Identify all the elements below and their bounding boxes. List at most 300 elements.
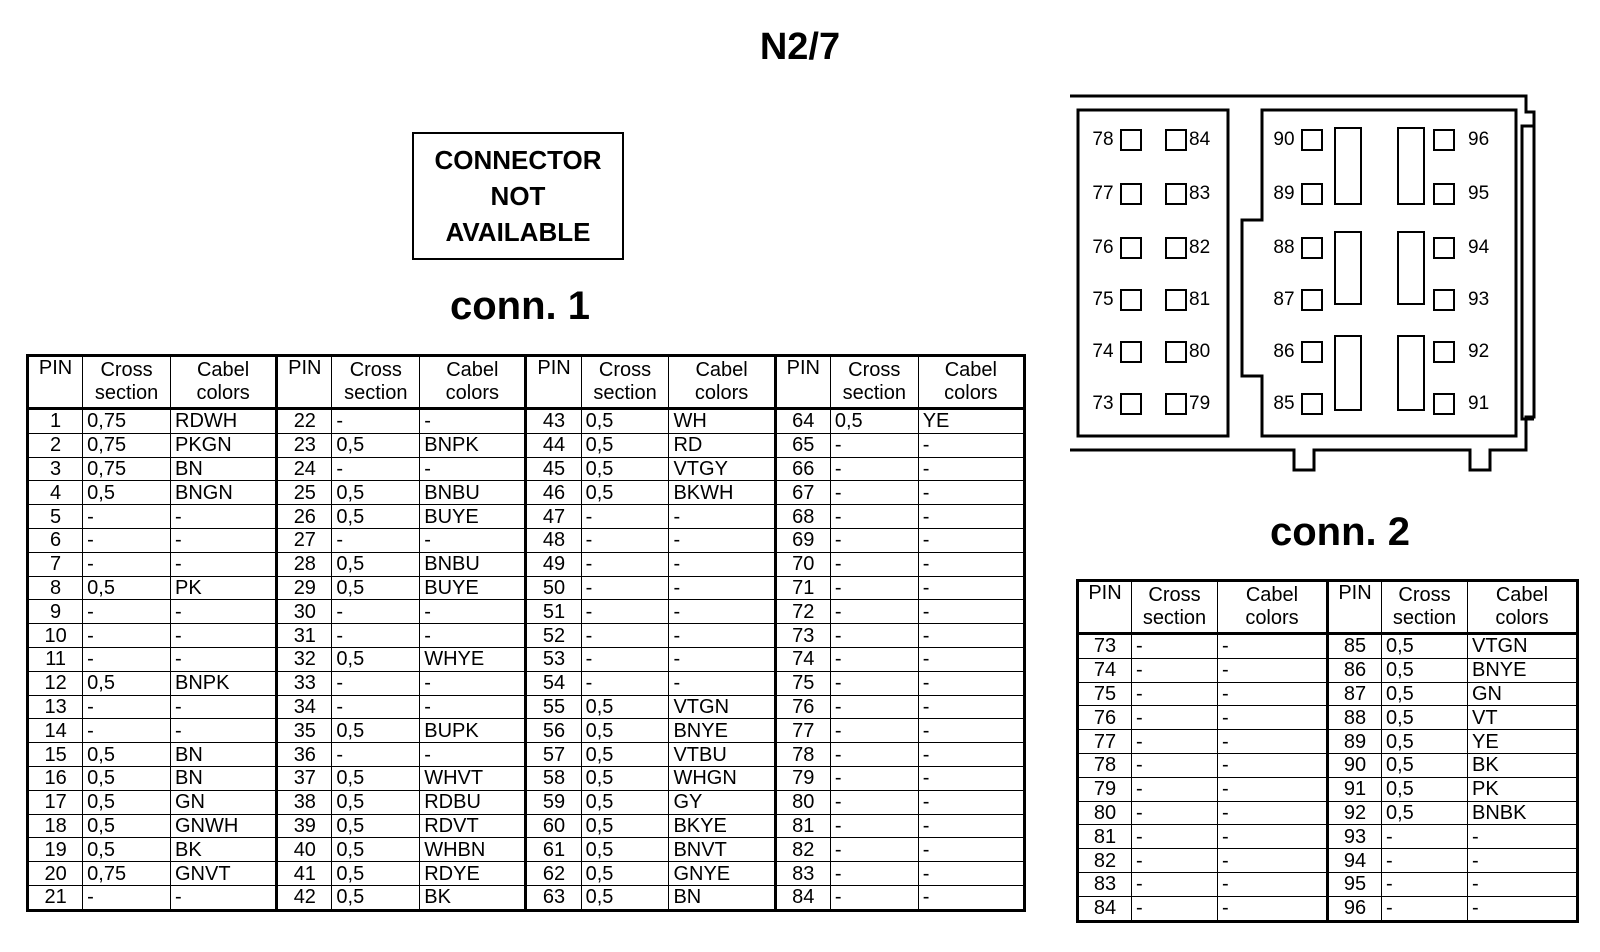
- pin-number: 95: [1328, 872, 1382, 896]
- pin-number: 86: [1328, 658, 1382, 682]
- pin-number: 94: [1328, 849, 1382, 873]
- cross-section-value: 0,5: [581, 719, 669, 743]
- header-cross-section: Cross section: [581, 356, 669, 409]
- pin-number: 10: [28, 624, 83, 648]
- connector-pin-label: 89: [1273, 183, 1295, 205]
- table-row: [28, 433, 1025, 457]
- header-pin: PIN: [1328, 581, 1382, 634]
- pin-number: 13: [28, 695, 83, 719]
- connector-pin-cell: [1302, 130, 1322, 150]
- pin-number: 14: [28, 719, 83, 743]
- pin-number: 83: [775, 862, 830, 886]
- cable-color-value: RDVT: [420, 814, 526, 838]
- pin-number: 24: [277, 457, 332, 481]
- pin-number: 16: [28, 766, 83, 790]
- connector-pin-cell: [1121, 342, 1141, 362]
- cable-color-value: BNGN: [171, 481, 277, 505]
- cross-section-value: 0,75: [83, 433, 171, 457]
- cable-color-value: PK: [1468, 777, 1578, 801]
- pin-number: 55: [526, 695, 581, 719]
- cross-section-value: 0,5: [332, 505, 420, 529]
- cross-section-value: 0,5: [83, 481, 171, 505]
- connector-pin-label: 91: [1468, 393, 1490, 415]
- cross-section-value: -: [332, 600, 420, 624]
- cross-section-value: -: [1382, 849, 1468, 873]
- cross-section-value: -: [830, 600, 918, 624]
- cross-section-value: 0,5: [581, 885, 669, 910]
- pin-number: 6: [28, 528, 83, 552]
- cable-color-value: BKWH: [669, 481, 775, 505]
- pin-number: 72: [775, 600, 830, 624]
- pin-number: 57: [526, 743, 581, 767]
- pin-number: 49: [526, 552, 581, 576]
- connector-pin-cell: [1302, 394, 1322, 414]
- cross-section-value: -: [332, 528, 420, 552]
- cross-section-value: 0,5: [83, 790, 171, 814]
- cable-color-value: -: [1218, 682, 1328, 706]
- cable-color-value: -: [918, 481, 1024, 505]
- cross-section-value: 0,5: [581, 862, 669, 886]
- pin-number: 67: [775, 481, 830, 505]
- connector-pin-label: 94: [1468, 237, 1490, 259]
- cross-section-value: -: [830, 552, 918, 576]
- cable-color-value: -: [669, 552, 775, 576]
- cable-color-value: -: [918, 814, 1024, 838]
- connector-pin-label: 73: [1092, 393, 1114, 415]
- connector-pin-label: 77: [1092, 183, 1114, 205]
- connector-pin-label: 92: [1468, 341, 1490, 363]
- cable-color-value: -: [420, 528, 526, 552]
- connector-pin-cell: [1166, 238, 1186, 258]
- conn1-label: conn. 1: [449, 284, 591, 328]
- cable-color-value: -: [171, 885, 277, 910]
- pin-number: 84: [775, 885, 830, 910]
- connector-pin-cell: [1166, 290, 1186, 310]
- cross-section-value: 0,5: [581, 814, 669, 838]
- connector-pin-label: 78: [1092, 129, 1114, 151]
- connector-pin-cell: [1166, 184, 1186, 204]
- header-cabel-colors: Cabel colors: [1218, 581, 1328, 634]
- cable-color-value: -: [669, 647, 775, 671]
- pin-number: 27: [277, 528, 332, 552]
- pin-number: 41: [277, 862, 332, 886]
- pin-number: 11: [28, 647, 83, 671]
- cross-section-value: -: [581, 552, 669, 576]
- cable-color-value: -: [1218, 801, 1328, 825]
- pin-number: 96: [1328, 896, 1382, 921]
- cross-section-value: 0,5: [581, 790, 669, 814]
- cable-color-value: -: [669, 576, 775, 600]
- cable-color-value: BNBU: [420, 552, 526, 576]
- cross-section-value: 0,5: [332, 862, 420, 886]
- pin-number: 63: [526, 885, 581, 910]
- cross-section-value: -: [830, 505, 918, 529]
- cross-section-value: -: [830, 885, 918, 910]
- cross-section-value: 0,5: [581, 433, 669, 457]
- cross-section-value: -: [830, 671, 918, 695]
- pin-number: 31: [277, 624, 332, 648]
- connector-pin-label: 76: [1092, 237, 1114, 259]
- pin-number: 35: [277, 719, 332, 743]
- connector-key-slot: [1398, 232, 1424, 304]
- table-row: [28, 838, 1025, 862]
- connector-key-slot: [1335, 336, 1361, 410]
- cable-color-value: GNWH: [171, 814, 277, 838]
- pin-number: 59: [526, 790, 581, 814]
- connector-pin-label: 90: [1273, 129, 1295, 151]
- connector-pin-cell: [1434, 238, 1454, 258]
- header-pin: PIN: [526, 356, 581, 409]
- cable-color-value: BN: [171, 766, 277, 790]
- not-available-line-3: AVAILABLE: [445, 217, 591, 247]
- cross-section-value: -: [1382, 872, 1468, 896]
- cross-section-value: -: [830, 790, 918, 814]
- cable-color-value: -: [1218, 730, 1328, 754]
- connector-left-block: [1078, 110, 1228, 436]
- cross-section-value: 0,75: [83, 457, 171, 481]
- cross-section-value: -: [332, 409, 420, 434]
- cable-color-value: -: [918, 552, 1024, 576]
- cable-color-value: -: [918, 766, 1024, 790]
- header-cabel-colors: Cabel colors: [669, 356, 775, 409]
- cross-section-value: -: [332, 695, 420, 719]
- pin-number: 65: [775, 433, 830, 457]
- cross-section-value: 0,5: [1382, 753, 1468, 777]
- cable-color-value: BN: [171, 457, 277, 481]
- connector-pin-label: 86: [1273, 341, 1295, 363]
- cable-color-value: -: [1468, 825, 1578, 849]
- cross-section-value: -: [581, 528, 669, 552]
- cable-color-value: VTBU: [669, 743, 775, 767]
- pin-number: 69: [775, 528, 830, 552]
- pin-number: 83: [1078, 872, 1132, 896]
- cross-section-value: 0,5: [332, 552, 420, 576]
- pin-number: 36: [277, 743, 332, 767]
- cross-section-value: 0,75: [83, 862, 171, 886]
- cable-color-value: WHGN: [669, 766, 775, 790]
- table-row: [28, 743, 1025, 767]
- cross-section-value: 0,5: [1382, 730, 1468, 754]
- pin-number: 23: [277, 433, 332, 457]
- cable-color-value: -: [420, 695, 526, 719]
- pin-number: 70: [775, 552, 830, 576]
- cross-section-value: 0,5: [581, 481, 669, 505]
- pin-number: 3: [28, 457, 83, 481]
- table-row: [1078, 753, 1578, 777]
- conn2-pin-table: [1076, 579, 1579, 923]
- table-row: [1078, 682, 1578, 706]
- pin-number: 71: [775, 576, 830, 600]
- header-cabel-colors: Cabel colors: [171, 356, 277, 409]
- pin-number: 43: [526, 409, 581, 434]
- pin-number: 92: [1328, 801, 1382, 825]
- pin-number: 22: [277, 409, 332, 434]
- connector-pin-label: 85: [1273, 393, 1295, 415]
- cable-color-value: -: [918, 862, 1024, 886]
- table-row: [28, 766, 1025, 790]
- cable-color-value: BN: [171, 743, 277, 767]
- cross-section-value: -: [83, 885, 171, 910]
- cross-section-value: -: [830, 719, 918, 743]
- cross-section-value: 0,5: [332, 481, 420, 505]
- cross-section-value: -: [1132, 658, 1218, 682]
- conn1-pin-table: [26, 354, 1026, 912]
- cross-section-value: -: [830, 528, 918, 552]
- pin-number: 2: [28, 433, 83, 457]
- connector-pinout-drawing: [1070, 92, 1570, 482]
- pin-number: 9: [28, 600, 83, 624]
- cable-color-value: BNPK: [171, 671, 277, 695]
- pin-number: 82: [1078, 849, 1132, 873]
- pin-number: 76: [1078, 706, 1132, 730]
- connector-pin-cell: [1121, 238, 1141, 258]
- connector-pin-cell: [1302, 290, 1322, 310]
- cable-color-value: -: [918, 885, 1024, 910]
- cable-color-value: BNYE: [669, 719, 775, 743]
- pin-number: 74: [775, 647, 830, 671]
- cross-section-value: 0,5: [332, 647, 420, 671]
- connector-pin-cell: [1166, 130, 1186, 150]
- cable-color-value: -: [1468, 849, 1578, 873]
- pin-number: 56: [526, 719, 581, 743]
- cross-section-value: -: [332, 624, 420, 648]
- cable-color-value: -: [918, 528, 1024, 552]
- cable-color-value: -: [669, 528, 775, 552]
- pin-number: 73: [775, 624, 830, 648]
- pin-number: 79: [775, 766, 830, 790]
- table-row: [28, 552, 1025, 576]
- table-row: [28, 481, 1025, 505]
- connector-pin-label: 82: [1189, 237, 1211, 259]
- cross-section-value: 0,5: [581, 838, 669, 862]
- pin-number: 66: [775, 457, 830, 481]
- cable-color-value: -: [171, 528, 277, 552]
- connector-key-slot: [1398, 128, 1424, 204]
- cable-color-value: BNBK: [1468, 801, 1578, 825]
- connector-pin-cell: [1166, 342, 1186, 362]
- cable-color-value: VTGN: [669, 695, 775, 719]
- pin-number: 4: [28, 481, 83, 505]
- header-cabel-colors: Cabel colors: [918, 356, 1024, 409]
- pin-number: 79: [1078, 777, 1132, 801]
- pin-number: 80: [1078, 801, 1132, 825]
- cross-section-value: 0,5: [83, 671, 171, 695]
- cross-section-value: -: [1132, 682, 1218, 706]
- cross-section-value: -: [1382, 896, 1468, 921]
- pin-number: 8: [28, 576, 83, 600]
- header-cabel-colors: Cabel colors: [1468, 581, 1578, 634]
- pin-number: 42: [277, 885, 332, 910]
- pin-number: 76: [775, 695, 830, 719]
- cable-color-value: -: [669, 624, 775, 648]
- connector-pin-label: 80: [1189, 341, 1211, 363]
- pin-number: 50: [526, 576, 581, 600]
- cable-color-value: VTGY: [669, 457, 775, 481]
- pin-number: 48: [526, 528, 581, 552]
- cross-section-value: -: [830, 481, 918, 505]
- cable-color-value: -: [420, 743, 526, 767]
- pin-number: 61: [526, 838, 581, 862]
- cross-section-value: -: [83, 528, 171, 552]
- cross-section-value: -: [830, 647, 918, 671]
- cable-color-value: RDWH: [171, 409, 277, 434]
- connector-key-slot: [1335, 128, 1361, 204]
- connector-pin-cell: [1434, 184, 1454, 204]
- cross-section-value: -: [830, 576, 918, 600]
- pin-number: 78: [775, 743, 830, 767]
- cable-color-value: -: [918, 671, 1024, 695]
- pin-number: 87: [1328, 682, 1382, 706]
- cable-color-value: -: [1218, 634, 1328, 659]
- header-cross-section: Cross section: [1382, 581, 1468, 634]
- cross-section-value: -: [83, 719, 171, 743]
- pin-number: 39: [277, 814, 332, 838]
- header-cross-section: Cross section: [830, 356, 918, 409]
- cable-color-value: BUPK: [420, 719, 526, 743]
- cable-color-value: -: [918, 624, 1024, 648]
- pin-number: 5: [28, 505, 83, 529]
- connector-pin-label: 88: [1273, 237, 1295, 259]
- cable-color-value: GNYE: [669, 862, 775, 886]
- table-row: [1078, 801, 1578, 825]
- cable-color-value: WH: [669, 409, 775, 434]
- pin-number: 84: [1078, 896, 1132, 921]
- pin-number: 78: [1078, 753, 1132, 777]
- connector-pin-label: 87: [1273, 289, 1295, 311]
- cross-section-value: -: [830, 624, 918, 648]
- cross-section-value: 0,5: [1382, 634, 1468, 659]
- cross-section-value: -: [830, 743, 918, 767]
- cross-section-value: -: [83, 505, 171, 529]
- connector-pin-cell: [1166, 394, 1186, 414]
- cross-section-value: -: [83, 647, 171, 671]
- cross-section-value: -: [830, 862, 918, 886]
- connector-pin-label: 81: [1189, 289, 1211, 311]
- cross-section-value: -: [83, 624, 171, 648]
- cable-color-value: BNYE: [1468, 658, 1578, 682]
- cable-color-value: -: [918, 457, 1024, 481]
- table-row: [1078, 777, 1578, 801]
- connector-pin-cell: [1302, 342, 1322, 362]
- cross-section-value: -: [1132, 872, 1218, 896]
- cross-section-value: -: [1382, 825, 1468, 849]
- pin-number: 21: [28, 885, 83, 910]
- cable-color-value: RD: [669, 433, 775, 457]
- pin-number: 75: [1078, 682, 1132, 706]
- cross-section-value: 0,5: [1382, 777, 1468, 801]
- cable-color-value: -: [669, 600, 775, 624]
- pin-number: 29: [277, 576, 332, 600]
- cable-color-value: -: [420, 409, 526, 434]
- cross-section-value: 0,5: [332, 766, 420, 790]
- connector-key-slot: [1335, 232, 1361, 304]
- cable-color-value: BNPK: [420, 433, 526, 457]
- pin-number: 26: [277, 505, 332, 529]
- cable-color-value: -: [918, 505, 1024, 529]
- cable-color-value: GY: [669, 790, 775, 814]
- cross-section-value: -: [1132, 849, 1218, 873]
- cross-section-value: -: [1132, 634, 1218, 659]
- table-row: [1078, 706, 1578, 730]
- cross-section-value: 0,5: [332, 838, 420, 862]
- cable-color-value: VTGN: [1468, 634, 1578, 659]
- cross-section-value: -: [581, 647, 669, 671]
- pin-number: 30: [277, 600, 332, 624]
- pin-number: 93: [1328, 825, 1382, 849]
- pin-number: 64: [775, 409, 830, 434]
- cable-color-value: -: [171, 600, 277, 624]
- pin-number: 82: [775, 838, 830, 862]
- cross-section-value: 0,5: [581, 766, 669, 790]
- table-row: [28, 814, 1025, 838]
- cross-section-value: 0,5: [332, 814, 420, 838]
- connector-pin-cell: [1302, 238, 1322, 258]
- cross-section-value: -: [1132, 825, 1218, 849]
- cross-section-value: -: [581, 505, 669, 529]
- connector-pin-cell: [1121, 394, 1141, 414]
- cross-section-value: -: [332, 671, 420, 695]
- cross-section-value: -: [830, 695, 918, 719]
- connector-pin-label: 93: [1468, 289, 1490, 311]
- cable-color-value: PK: [171, 576, 277, 600]
- cable-color-value: -: [171, 624, 277, 648]
- cross-section-value: -: [581, 624, 669, 648]
- cable-color-value: YE: [918, 409, 1024, 434]
- header-pin: PIN: [775, 356, 830, 409]
- table-row: [28, 505, 1025, 529]
- cross-section-value: 0,5: [1382, 658, 1468, 682]
- connector-pin-cell: [1434, 394, 1454, 414]
- cable-color-value: -: [171, 647, 277, 671]
- cross-section-value: -: [1132, 730, 1218, 754]
- cable-color-value: WHVT: [420, 766, 526, 790]
- cross-section-value: 0,5: [1382, 706, 1468, 730]
- pin-number: 34: [277, 695, 332, 719]
- cross-section-value: -: [830, 838, 918, 862]
- connector-pin-label: 83: [1189, 183, 1211, 205]
- cable-color-value: -: [1468, 872, 1578, 896]
- cable-color-value: BUYE: [420, 576, 526, 600]
- table-row: [28, 671, 1025, 695]
- cable-color-value: BK: [420, 885, 526, 910]
- pin-number: 53: [526, 647, 581, 671]
- table-row: [1078, 658, 1578, 682]
- connector-right-latch: [1522, 126, 1534, 419]
- pin-number: 12: [28, 671, 83, 695]
- cross-section-value: 0,5: [830, 409, 918, 434]
- cable-color-value: -: [420, 600, 526, 624]
- pin-number: 80: [775, 790, 830, 814]
- cable-color-value: GNVT: [171, 862, 277, 886]
- cross-section-value: -: [1132, 777, 1218, 801]
- cross-section-value: -: [1132, 896, 1218, 921]
- table-row: [1078, 896, 1578, 921]
- cable-color-value: BUYE: [420, 505, 526, 529]
- cable-color-value: -: [171, 552, 277, 576]
- header-pin: PIN: [28, 356, 83, 409]
- pin-number: 54: [526, 671, 581, 695]
- cable-color-value: -: [918, 600, 1024, 624]
- cross-section-value: -: [830, 766, 918, 790]
- pin-number: 60: [526, 814, 581, 838]
- cable-color-value: -: [669, 671, 775, 695]
- table-row: [28, 624, 1025, 648]
- cross-section-value: -: [83, 600, 171, 624]
- cable-color-value: -: [1218, 825, 1328, 849]
- pin-number: 28: [277, 552, 332, 576]
- cable-color-value: -: [171, 719, 277, 743]
- cable-color-value: GN: [171, 790, 277, 814]
